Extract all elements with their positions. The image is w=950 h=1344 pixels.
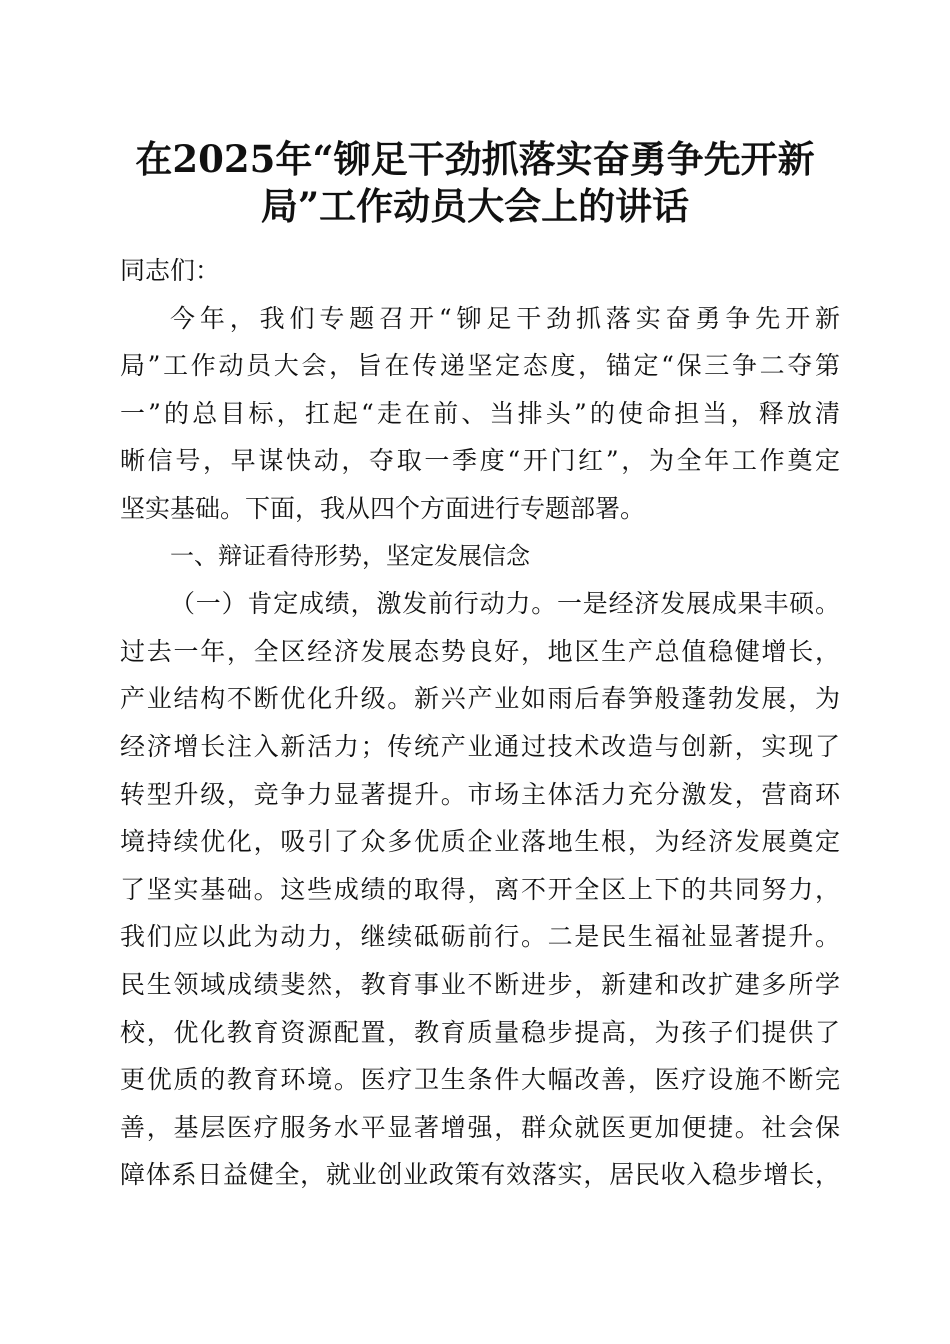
paragraph-line: 善，基层医疗服务水平显著增强，群众就医更加便捷。社会保 [120, 1112, 840, 1142]
paragraph-line: 更优质的教育环境。医疗卫生条件大幅改善，医疗设施不断完 [120, 1065, 840, 1095]
paragraph-line: 转型升级，竞争力显著提升。市场主体活力充分激发，营商环 [120, 779, 840, 809]
paragraph-line: 晰信号，早谋快动，夺取一季度“开门红”，为全年工作奠定 [120, 446, 840, 476]
section-heading: 一、辩证看待形势，坚定发展信念 [170, 541, 530, 570]
paragraph-line: 产业结构不断优化升级。新兴产业如雨后春笋般蓬勃发展，为 [120, 684, 840, 714]
paragraph-line: 今年，我们专题召开“铆足干劲抓落实奋勇争先开新 [170, 303, 840, 333]
paragraph-line: 境持续优化，吸引了众多优质企业落地生根，为经济发展奠定 [120, 827, 840, 857]
paragraph-line: 同志们： [120, 256, 221, 285]
document-title-line-2: 局”工作动员大会上的讲话 [260, 184, 690, 228]
paragraph-line: 局”工作动员大会，旨在传递坚定态度，锚定“保三争二夺第 [120, 351, 840, 381]
paragraph-line: 障体系日益健全，就业创业政策有效落实，居民收入稳步增长， [120, 1160, 840, 1190]
paragraph-line: 坚实基础。下面，我从四个方面进行专题部署。 [120, 494, 646, 523]
document-title-line-1: 在2025年“铆足干劲抓落实奋勇争先开新 [135, 137, 815, 181]
paragraph-line: 一”的总目标，扛起“走在前、当排头”的使命担当，释放清 [120, 398, 840, 428]
paragraph-line: 了坚实基础。这些成绩的取得，离不开全区上下的共同努力， [120, 874, 840, 904]
paragraph-line: （一）肯定成绩，激发前行动力。一是经济发展成果丰硕。 [170, 589, 840, 619]
paragraph-line: 我们应以此为动力，继续砥砺前行。二是民生福祉显著提升。 [120, 922, 840, 952]
paragraph-line: 过去一年，全区经济发展态势良好，地区生产总值稳健增长， [120, 636, 840, 666]
paragraph-line: 校，优化教育资源配置，教育质量稳步提高，为孩子们提供了 [120, 1017, 840, 1047]
paragraph-line: 民生领域成绩斐然，教育事业不断进步，新建和改扩建多所学 [120, 970, 840, 999]
paragraph-line: 经济增长注入新活力；传统产业通过技术改造与创新，实现了 [120, 732, 840, 761]
